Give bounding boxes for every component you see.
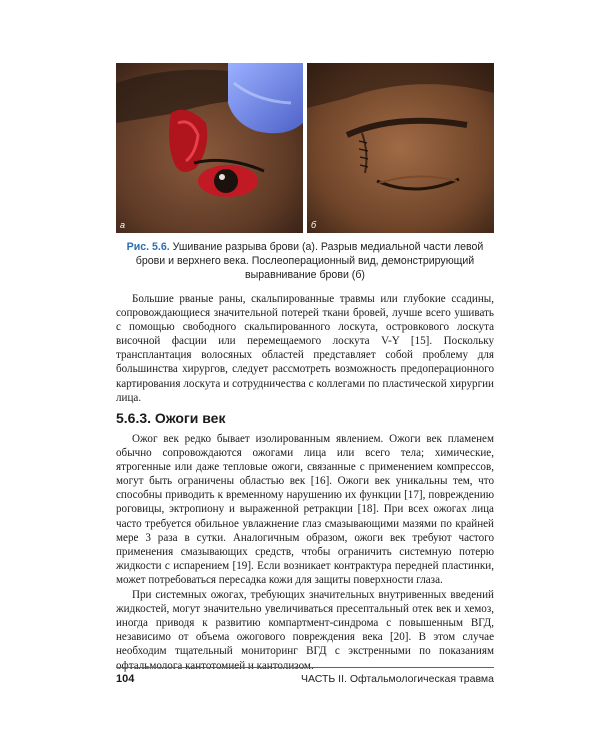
figure-5-6 [116, 63, 494, 233]
body-paragraph: При системных ожогах, требующих значительных внутривенных введений жидкостей, могут значительно увеличиваться пресептальный отек век и хемоз, иногда приводя к развитию компартмент-синдрома с повышенным ВГД, независимо от объема ожогового повреждения века [20]. В этом случае необходим тщательный мониторинг ВГД с экстренными по показаниям офтальмолога кантотомией и кантолизом. [116, 589, 494, 672]
burns-section-body [116, 432, 494, 673]
photo-b-label: б [311, 220, 317, 230]
photo-a-label: а [120, 220, 126, 230]
figure-caption [112, 240, 498, 282]
section-heading: 5.6.3. Ожоги век [116, 410, 226, 426]
photo-postoperative [307, 63, 494, 233]
page-number: 104 [116, 673, 135, 685]
photo-brow-laceration [116, 63, 303, 233]
body-paragraph: Ожог век редко бывает изолированным явлением. Ожоги век пламенем обычно сопровождаются ожогами лица или всего тела; химические, ятрогенные или даже тепловые ожоги, связанные с применением компрессов, могут быть ограничены областью век [16]. Ожоги век уникальны тем, что способны приводить к временному нарушению их функции [17], повреждению роговицы, эктропиону и выраженной ретракции [18]. При всех ожогах лица часто требуется обильное увлажнение глаз смазывающими мазями по крайней мере 3 раза в сутки. Аналогичным образом, ожоги век требуют частого применения смазывающих средств, чтобы ограничить системную потерю жидкости с испарением [19]. Если возникает контрактура передней пластинки, может потребоваться пересадка кожи для защиты поверхности глаза. [116, 433, 494, 586]
running-title: ЧАСТЬ II. Офтальмологическая травма [300, 673, 494, 685]
figure-number: Рис. 5.6. [126, 241, 170, 253]
footer-divider [116, 667, 494, 668]
figure-caption-text: Ушивание разрыва брови (а). Разрыв медиальной части левой брови и верхнего века. Послеоперационный вид, демонстрирующий выравнивание брови (б) [135, 241, 484, 281]
photo-a-illustration [116, 63, 303, 233]
intro-section [116, 292, 494, 405]
intro-paragraph: Большие рваные раны, скальпированные травмы или глубокие ссадины, сопровождающиеся значительной потерей ткани бровей, лучше всего ушивать с помощью свободного скальпированного лоскута, островкового лоскута височной фасции или перемещаемого лоскута V-Y [15]. Поскольку трансплантация волосяных областей представляет собой проблему для большинства хирургов, следует рассмотреть возможность предоперационного картирования лоскута и сотрудничества с коллегами по пластической хирургии лица. [116, 293, 494, 404]
photo-b-illustration [307, 63, 494, 233]
